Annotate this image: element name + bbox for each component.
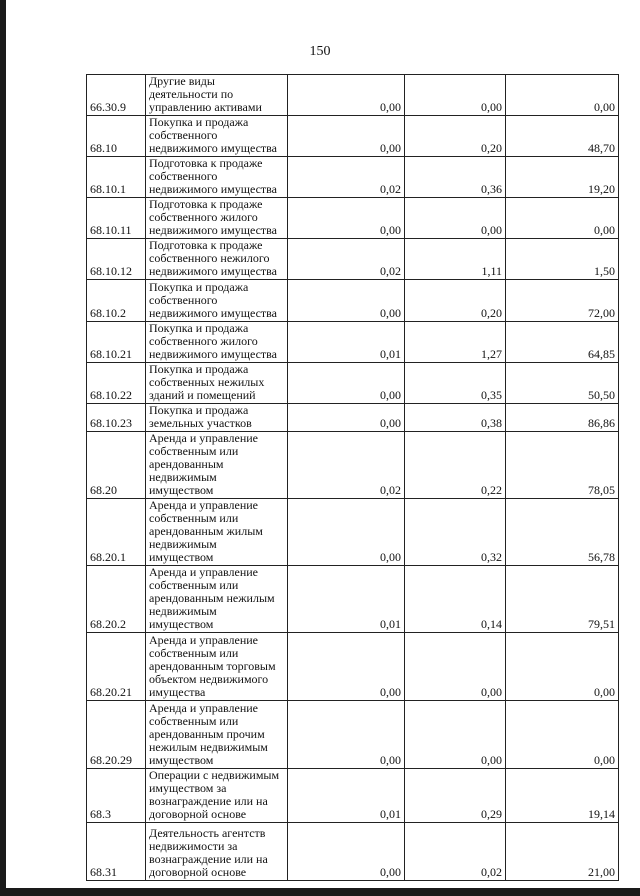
value-3-cell: 56,78 [506, 499, 619, 566]
value-1-cell: 0,01 [288, 322, 405, 363]
value-3-cell: 78,05 [506, 432, 619, 499]
okved-code-cell: 68.10.22 [87, 363, 146, 404]
table-row [87, 566, 619, 633]
table-row [87, 769, 619, 823]
value-1-cell: 0,02 [288, 157, 405, 198]
value-3-cell: 64,85 [506, 322, 619, 363]
value-1-cell: 0,00 [288, 363, 405, 404]
activity-name-cell: Подготовка к продаже собственного недвижимого имущества [146, 157, 288, 198]
value-1-cell: 0,00 [288, 280, 405, 322]
value-2-cell: 0,32 [405, 499, 506, 566]
table-row [87, 499, 619, 566]
value-1-cell: 0,00 [288, 633, 405, 701]
value-2-cell: 0,00 [405, 75, 506, 116]
value-1-cell: 0,00 [288, 198, 405, 239]
value-2-cell: 0,36 [405, 157, 506, 198]
value-1-cell: 0,01 [288, 566, 405, 633]
value-1-cell: 0,01 [288, 769, 405, 823]
table-row [87, 75, 619, 116]
activity-name-cell: Операции с недвижимым имуществом за вознаграждение или на договорной основе [146, 769, 288, 823]
okved-code-cell: 68.10 [87, 116, 146, 157]
okved-code-cell: 68.20.21 [87, 633, 146, 701]
value-2-cell: 0,35 [405, 363, 506, 404]
value-1-cell: 0,00 [288, 823, 405, 881]
okved-table [86, 74, 619, 881]
value-2-cell: 0,29 [405, 769, 506, 823]
value-3-cell: 0,00 [506, 75, 619, 116]
table-row [87, 633, 619, 701]
value-2-cell: 0,00 [405, 198, 506, 239]
activity-name-cell: Аренда и управление собственным или арендованным недвижимым имуществом [146, 432, 288, 499]
okved-code-cell: 68.20.1 [87, 499, 146, 566]
activity-name-cell: Аренда и управление собственным или арендованным торговым объектом недвижимого имущества [146, 633, 288, 701]
value-3-cell: 19,14 [506, 769, 619, 823]
value-2-cell: 0,22 [405, 432, 506, 499]
value-2-cell: 0,00 [405, 701, 506, 769]
activity-name-cell: Покупка и продажа земельных участков [146, 404, 288, 432]
table-row [87, 157, 619, 198]
okved-code-cell: 68.31 [87, 823, 146, 881]
value-3-cell: 0,00 [506, 633, 619, 701]
okved-code-cell: 68.10.21 [87, 322, 146, 363]
value-2-cell: 0,00 [405, 633, 506, 701]
activity-name-cell: Аренда и управление собственным или арендованным жилым недвижимым имуществом [146, 499, 288, 566]
activity-name-cell: Аренда и управление собственным или арендованным прочим нежилым недвижимым имуществом [146, 701, 288, 769]
value-1-cell: 0,00 [288, 116, 405, 157]
value-1-cell: 0,00 [288, 75, 405, 116]
value-3-cell: 21,00 [506, 823, 619, 881]
table-row [87, 701, 619, 769]
scan-edge-bottom [0, 888, 640, 896]
activity-name-cell: Деятельность агентств недвижимости за вознаграждение или на договорной основе [146, 823, 288, 881]
value-1-cell: 0,02 [288, 239, 405, 280]
okved-code-cell: 68.10.23 [87, 404, 146, 432]
table-row [87, 322, 619, 363]
activity-name-cell: Покупка и продажа собственных нежилых зданий и помещений [146, 363, 288, 404]
value-3-cell: 19,20 [506, 157, 619, 198]
activity-name-cell: Аренда и управление собственным или арендованным нежилым недвижимым имуществом [146, 566, 288, 633]
activity-name-cell: Другие виды деятельности по управлению активами [146, 75, 288, 116]
value-2-cell: 0,14 [405, 566, 506, 633]
activity-name-cell: Покупка и продажа собственного недвижимого имущества [146, 280, 288, 322]
okved-code-cell: 66.30.9 [87, 75, 146, 116]
value-2-cell: 0,20 [405, 280, 506, 322]
value-3-cell: 0,00 [506, 701, 619, 769]
table-row [87, 239, 619, 280]
table-row [87, 116, 619, 157]
value-1-cell: 0,00 [288, 499, 405, 566]
value-1-cell: 0,02 [288, 432, 405, 499]
activity-name-cell: Покупка и продажа собственного жилого недвижимого имущества [146, 322, 288, 363]
okved-code-cell: 68.10.1 [87, 157, 146, 198]
okved-code-cell: 68.20.2 [87, 566, 146, 633]
value-2-cell: 1,11 [405, 239, 506, 280]
value-2-cell: 1,27 [405, 322, 506, 363]
okved-code-cell: 68.20 [87, 432, 146, 499]
activity-name-cell: Подготовка к продаже собственного нежилого недвижимого имущества [146, 239, 288, 280]
table-row [87, 280, 619, 322]
okved-code-cell: 68.10.11 [87, 198, 146, 239]
page-number: 150 [309, 44, 331, 59]
okved-code-cell: 68.10.12 [87, 239, 146, 280]
okved-code-cell: 68.3 [87, 769, 146, 823]
value-3-cell: 1,50 [506, 239, 619, 280]
okved-code-cell: 68.10.2 [87, 280, 146, 322]
table-row [87, 404, 619, 432]
table-row [87, 198, 619, 239]
value-2-cell: 0,38 [405, 404, 506, 432]
okved-code-cell: 68.20.29 [87, 701, 146, 769]
value-2-cell: 0,20 [405, 116, 506, 157]
value-3-cell: 50,50 [506, 363, 619, 404]
activity-name-cell: Подготовка к продаже собственного жилого недвижимого имущества [146, 198, 288, 239]
value-3-cell: 0,00 [506, 198, 619, 239]
table-row [87, 363, 619, 404]
table-body [87, 75, 619, 881]
activity-name-cell: Покупка и продажа собственного недвижимого имущества [146, 116, 288, 157]
scan-edge-left [0, 0, 6, 896]
value-2-cell: 0,02 [405, 823, 506, 881]
value-1-cell: 0,00 [288, 404, 405, 432]
value-1-cell: 0,00 [288, 701, 405, 769]
value-3-cell: 72,00 [506, 280, 619, 322]
value-3-cell: 79,51 [506, 566, 619, 633]
table-row [87, 432, 619, 499]
table-row [87, 823, 619, 881]
value-3-cell: 86,86 [506, 404, 619, 432]
value-3-cell: 48,70 [506, 116, 619, 157]
